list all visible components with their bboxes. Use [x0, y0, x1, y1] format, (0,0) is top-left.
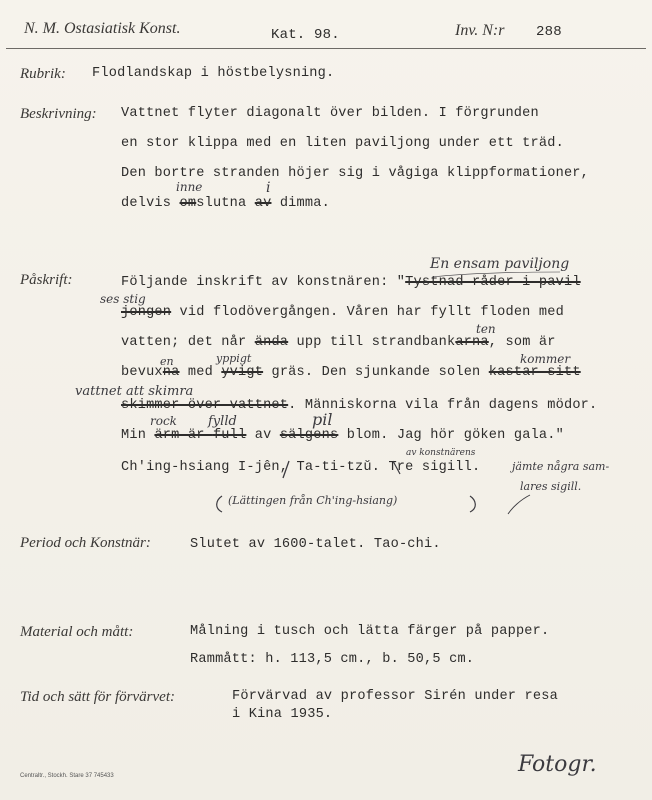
paskrift-line-5: skimmer över vattnet. Människorna vila från dagens mödor.: [121, 398, 598, 413]
paskrift-line-4: bevuxna med yvigt gräs. Den sjunkande solen kastar sitt: [121, 365, 581, 380]
hand-note-jamte: jämte några sam-: [512, 460, 610, 473]
period-label: Period och Konstnär:: [20, 535, 151, 551]
paskrift-line-2: jongen vid flodövergången. Våren har fyllt floden med: [121, 305, 564, 320]
catalogue-number: Kat. 98.: [271, 27, 340, 43]
hand-correction-ses-stig: ses stig: [100, 292, 146, 306]
hand-correction-ensam-paviljong: En ensam paviljong: [430, 256, 570, 272]
printer-mark: Centraltr., Stockh. Stare 37 745433: [20, 773, 114, 779]
museum-name: N. M. Ostasiatisk Konst.: [24, 20, 181, 37]
hand-note-fotogr: Fotogr.: [518, 752, 597, 777]
material-line-1: Målning i tusch och lätta färger på papper.: [190, 624, 550, 639]
beskrivning-line-1: Vattnet flyter diagonalt över bilden. I förgrunden: [121, 106, 539, 121]
hand-correction-vattnet-att-skimra: vattnet att skimra: [75, 384, 194, 399]
paskrift-line-3: vatten; det når ända upp till strandbankarna, som är: [121, 335, 556, 350]
hand-correction-en: en: [160, 355, 174, 368]
material-line-2: Rammått: h. 113,5 cm., b. 50,5 cm.: [190, 652, 475, 667]
hand-correction-fylld: fylld: [208, 414, 237, 429]
paskrift-line-1: Följande inskrift av konstnären: "Tystnad råder i pavil: [121, 275, 581, 290]
period-text: Slutet av 1600-talet. Tao-chi.: [190, 537, 441, 552]
beskrivning-line-4: delvis omslutna av dimma.: [121, 196, 330, 211]
hand-correction-rock: rock: [150, 414, 177, 428]
hand-correction-ten: ten: [476, 322, 496, 336]
hand-correction-kommer: kommer: [520, 352, 571, 366]
paskrift-line-7: Ch'ing-hsiang I-jên, Ta-ti-tzŭ. Tre sigill.: [121, 460, 481, 475]
beskrivning-label: Beskrivning:: [20, 106, 97, 122]
material-label: Material och mått:: [20, 624, 134, 640]
paskrift-line-6: Min ärm är full av sälgens blom. Jag hör göken gala.": [121, 428, 564, 443]
beskrivning-line-3: Den bortre stranden höjer sig i vågiga klippformationer,: [121, 166, 590, 181]
inventory-number: 288: [536, 24, 562, 40]
rubrik-label: Rubrik:: [20, 66, 66, 82]
hand-note-signature: (Lättingen från Ch'ing-hsiang): [228, 494, 398, 507]
hand-note-samlares: lares sigill.: [520, 480, 582, 493]
forvarv-line-2: i Kina 1935.: [232, 707, 333, 722]
hand-correction-pil: pil: [312, 410, 333, 429]
forvarv-line-1: Förvärvad av professor Sirén under resa: [232, 689, 558, 704]
inventory-label: Inv. N:r: [455, 22, 505, 39]
beskrivning-line-2: en stor klippa med en liten paviljong under ett träd.: [121, 136, 564, 151]
rubrik-text: Flodlandskap i höstbelysning.: [92, 66, 335, 81]
paskrift-label: Påskrift:: [20, 272, 73, 288]
hand-note-av-konstnarens: av konstnärens: [406, 448, 476, 458]
forvarv-label: Tid och sätt för förvärvet:: [20, 689, 175, 705]
hand-correction-yppigt: yppigt: [216, 352, 252, 365]
hand-correction-inne: inne: [176, 180, 203, 194]
hand-correction-i: i: [266, 180, 271, 196]
